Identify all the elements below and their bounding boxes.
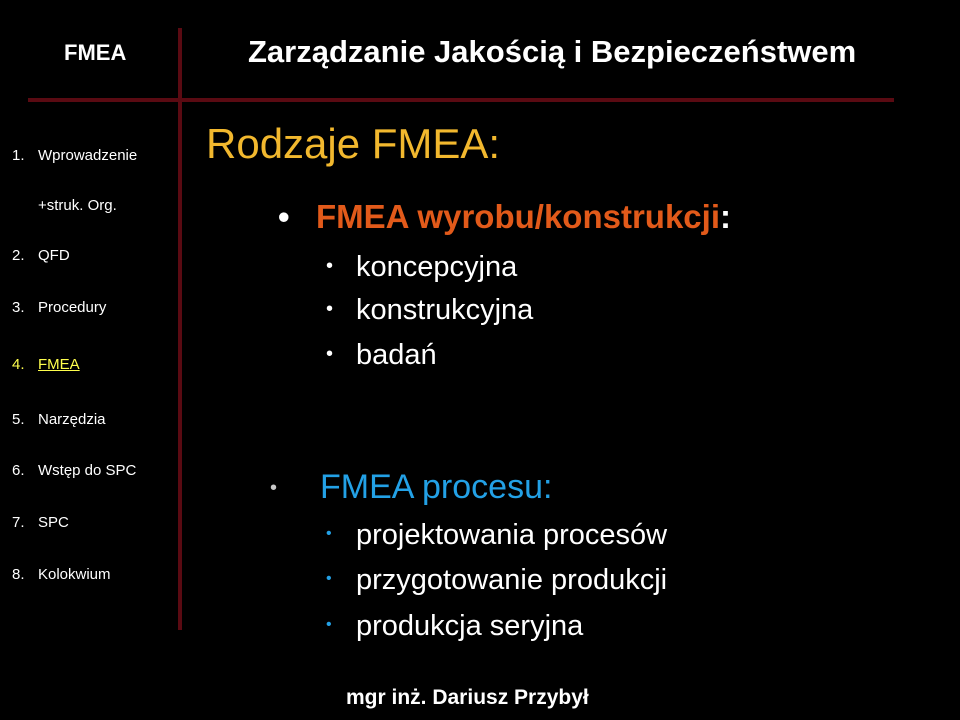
- list-item: [326, 610, 583, 643]
- course-title: Zarządzanie Jakością i Bezpieczeństwem: [248, 34, 857, 69]
- sidebar-item-spc[interactable]: [12, 514, 69, 531]
- sidebar-item-label: FMEA: [38, 356, 80, 373]
- list-item: [326, 564, 667, 597]
- list-item-label: produkcja seryjna: [356, 610, 584, 642]
- sidebar-item-label: QFD: [38, 247, 70, 264]
- sidebar-item-wstep-do-spc[interactable]: [12, 462, 136, 479]
- product-fmea-heading-text: FMEA wyrobu/konstrukcji:: [316, 198, 731, 235]
- list-item: [326, 251, 517, 284]
- sidebar-item-number: 8.: [12, 566, 25, 583]
- sidebar-item-narzedzia[interactable]: [12, 411, 106, 428]
- bullet-icon: •: [278, 198, 290, 235]
- bullet-icon: •: [326, 616, 332, 633]
- bullet-icon: •: [270, 477, 278, 499]
- sidebar-item-number: 7.: [12, 514, 25, 531]
- bullet-icon: •: [326, 255, 334, 277]
- list-item-label: konstrukcyjna: [356, 294, 534, 326]
- sidebar-item-procedury[interactable]: [12, 299, 106, 316]
- sidebar-item-label: Wstęp do SPC: [38, 462, 137, 479]
- list-item: [326, 339, 437, 372]
- author-footer: mgr inż. Dariusz Przybył: [346, 686, 589, 709]
- horizontal-divider: [28, 98, 894, 102]
- list-item-label: projektowania procesów: [356, 519, 668, 551]
- bullet-icon: •: [326, 298, 334, 320]
- sidebar-item-label: +struk. Org.: [38, 197, 117, 214]
- sidebar-item-label: Narzędzia: [38, 411, 106, 428]
- list-item-label: przygotowanie produkcji: [356, 564, 668, 596]
- sidebar-item-fmea[interactable]: [12, 356, 80, 373]
- bullet-icon: •: [326, 343, 334, 365]
- sidebar-item-number: 1.: [12, 147, 25, 164]
- sidebar-item-kolokwium[interactable]: [12, 566, 111, 583]
- sidebar-item-label: SPC: [38, 514, 69, 531]
- list-item-label: badań: [356, 339, 437, 371]
- process-fmea-heading-text: FMEA procesu:: [320, 468, 553, 506]
- sidebar-item-label: Wprowadzenie: [38, 147, 138, 164]
- bullet-icon: •: [326, 570, 332, 587]
- sidebar-item-label: Procedury: [38, 299, 107, 316]
- list-item: [326, 294, 533, 327]
- list-item-label: koncepcyjna: [356, 251, 518, 283]
- sidebar-item-wprowadzenie[interactable]: [12, 147, 137, 164]
- vertical-divider: [178, 28, 182, 630]
- sidebar-item-number: 6.: [12, 462, 25, 479]
- sidebar-item-struktura-org[interactable]: [38, 197, 117, 214]
- list-item: [326, 519, 667, 552]
- sidebar-item-number: 5.: [12, 411, 25, 428]
- brand-label: FMEA: [64, 40, 127, 65]
- sidebar-item-label: Kolokwium: [38, 566, 111, 583]
- section-title: Rodzaje FMEA:: [206, 120, 501, 167]
- sidebar-item-number: 2.: [12, 247, 25, 264]
- bullet-icon: •: [326, 525, 332, 542]
- sidebar-item-number: 4.: [12, 356, 25, 373]
- sidebar-item-qfd[interactable]: [12, 247, 70, 264]
- sidebar-item-number: 3.: [12, 299, 25, 316]
